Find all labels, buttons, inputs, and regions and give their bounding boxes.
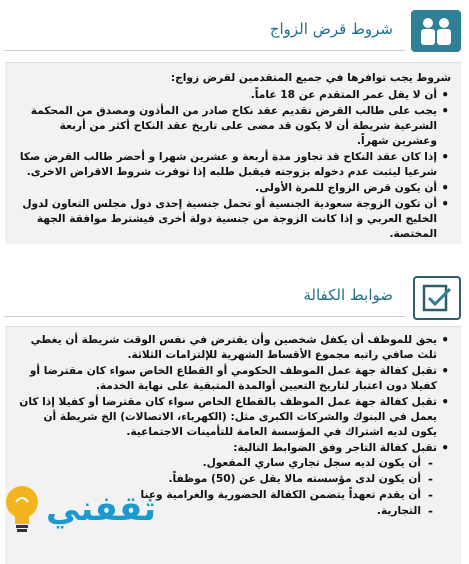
- list-item: • تقبل كفالة جهة عمل الموظف بالقطاع الخاص سواء كان مقترضا أو كفيلا إذا كان يعمل في البنوك والشركات الكبرى مثل: (الكهرباء، الاتصالات) الخ شريطة أن يكون لديه اشتراك في المؤسسة العامة للتأمينات الاجتماعية.: [15, 395, 437, 440]
- list-item: • إذا كان عقد النكاح قد تجاوز مدة أربعة و عشرين شهرا و أحضر طالب القرض صكا شرعيا ليثبت عدم دخوله بزوجته فيقبل طلبه إذا توفرت شروط الاقراض الاخرى.: [15, 150, 437, 180]
- sub-list-item: - أن يكون لديه سجل تجاري ساري المفعول.: [15, 456, 421, 471]
- divider: [4, 50, 405, 51]
- list-item: • أن يكون قرض الزواج للمرة الأولى.: [15, 181, 437, 196]
- lightbulb-icon: [2, 482, 42, 536]
- sub-list-item: - أن يكون لدى مؤسسته مالا يقل عن (50) موظفاً.: [15, 472, 421, 487]
- conditions-list: [15, 88, 451, 242]
- section-header-marriage-loan: [0, 6, 469, 56]
- list-item: • أن لا يقل عمر المتقدم عن 18 عاماً.: [15, 88, 437, 103]
- section-header-guarantee-rules: [0, 272, 469, 322]
- watermark-logo: [2, 478, 180, 540]
- list-item: • أن تكون الزوجة سعودية الجنسية أو تحمل جنسية إحدى دول مجلس التعاون لدول الخليج العربي و إذا كانت الزوجة من جنسية دولة أخرى فيشترط موافقة الجهة المختصة.: [15, 197, 437, 242]
- list-item: • يجب على طالب القرض تقديم عقد نكاح صادر من المأذون ومصدق من المحكمة الشرعية شريطة أن لا يكون قد مضى على تاريخ عقد النكاح أكثر من أربعة وعشرين شهراً.: [15, 104, 437, 149]
- sub-list-item-continuation: - التجارية.: [15, 504, 421, 519]
- conditions-intro: شروط يجب توافرها في جميع المتقدمين لقرض زواج:: [170, 72, 451, 84]
- list-item: • تقبل كفالة جهة عمل الموظف الحكومي أو القطاع الخاص سواء كان مقترضا أو كفيلا دون اعتبار لتاريخ التعيين أوالمدة المتبقية على نهاية الخدمة.: [15, 364, 437, 394]
- divider: [4, 316, 405, 317]
- list-item: • يحق للموظف أن يكفل شخصين وأن يقترض في نفس الوقت شريطة أن يغطي ثلث صافي راتبه مجموع الأقساط الشهرية للإلتزامات الثلاثة.: [15, 333, 437, 363]
- sub-list-item: - أن يقدم تعهداً يتضمن الكفالة الحضورية والغرامية وعنا: [15, 488, 421, 503]
- checklist-icon: [413, 276, 461, 320]
- conditions-panel: [5, 62, 461, 244]
- watermark-text: ثقفني: [46, 489, 156, 529]
- section-title: ضوابط الكفالة: [303, 286, 393, 304]
- list-item-label: تقبل كفالة التاجر وفق الضوابط التالية:: [233, 442, 437, 454]
- people-icon: [411, 10, 461, 52]
- section-title: شروط قرض الزواج: [269, 20, 393, 38]
